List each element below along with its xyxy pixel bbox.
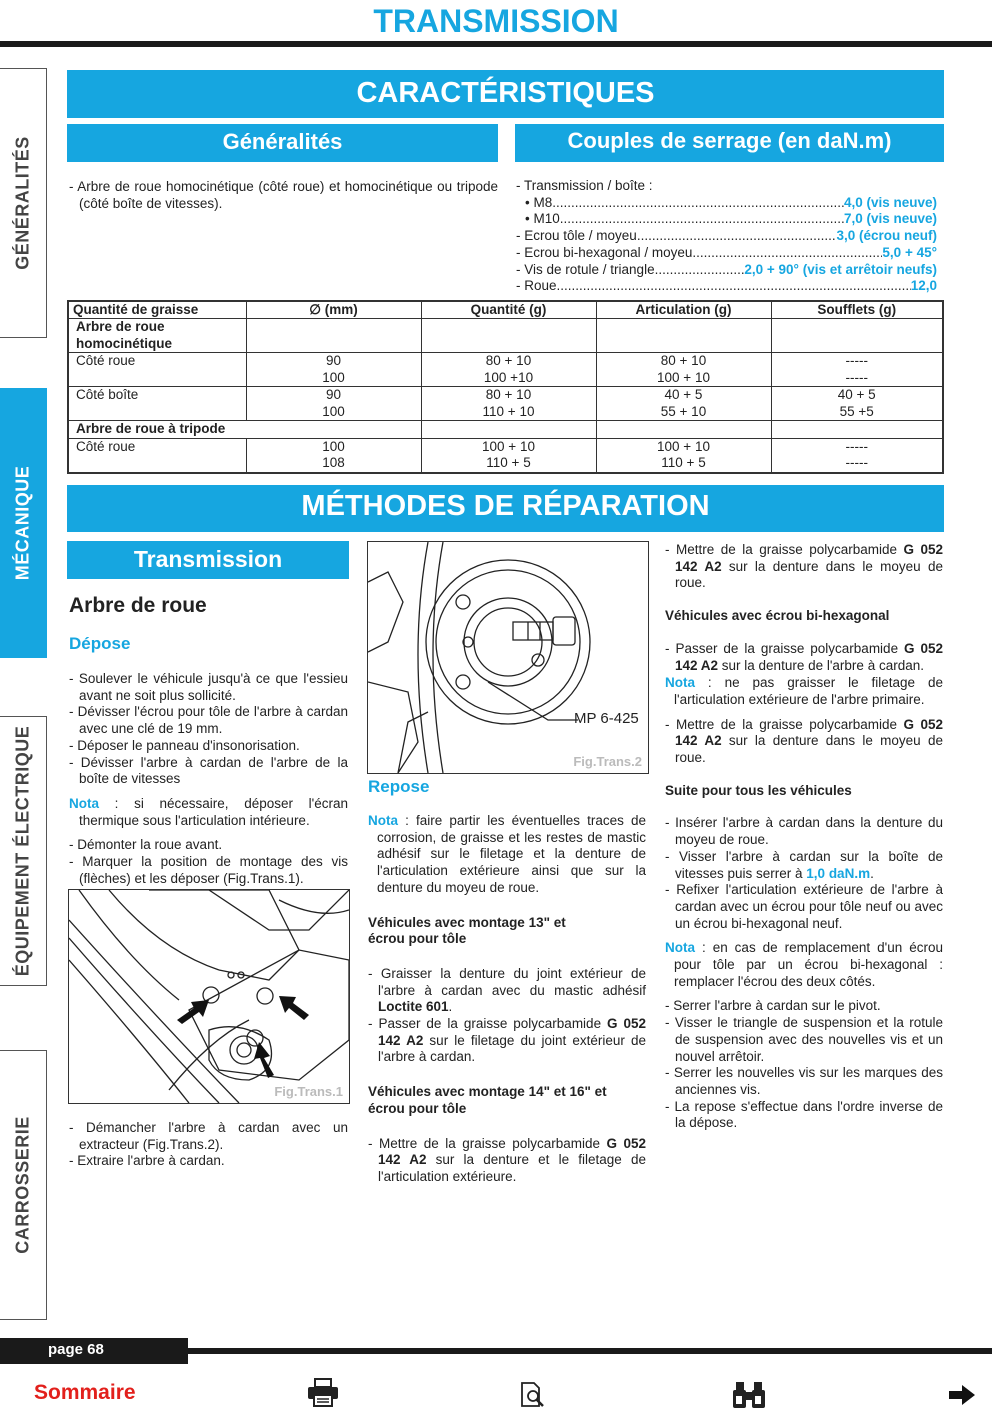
wheel-hub-illustration [69, 890, 349, 1103]
list-item: - Mettre de la graisse polycarbamide G 052 142 A2 sur la denture dans le moyeu de roue. [665, 542, 943, 591]
tab-generalites[interactable] [0, 68, 47, 338]
list-item: - Graisser la denture du joint extérieur de l'arbre à cardan avec du mastic adhésif Loctite 601. [368, 965, 646, 1015]
page-number: page 68 [48, 1341, 104, 1358]
table-section-row: Arbre de roue homocinétique [68, 319, 943, 353]
table-header: Quantité (g) [421, 301, 596, 319]
table-header: Quantité de graisse [68, 301, 246, 319]
list-item: - Passer de la graisse polycarbamide G 052 142 A2 sur le filetage du joint extérieur de l'arbre à cardan. [368, 1016, 647, 1065]
torque-row: - Transmission / boîte : [516, 178, 653, 193]
nota: Nota : en cas de remplacement d'un écrou pour tôle par un écrou bi-hexagonal : remplacer l'écrou des deux côtés. [665, 940, 943, 989]
tab-equipement-electrique[interactable] [0, 716, 47, 986]
tab-label: CARROSSERIE [12, 1116, 33, 1254]
tab-carrosserie[interactable] [0, 1050, 47, 1320]
list-item: - Démonter la roue avant. [69, 837, 223, 853]
list-item: - Mettre de la graisse polycarbamide G 052 142 A2 sur la denture et le filetage de l'articulation extérieure. [368, 1135, 646, 1184]
subsection-couples: Couples de serrage (en daN.m) [515, 124, 944, 162]
depose-steps-end [69, 1120, 348, 1170]
list-item: - Serrer les nouvelles vis sur les marques des anciennes vis. [665, 1065, 943, 1097]
list-item: - Démancher l'arbre à cardan avec un extracteur (Fig.Trans.2). [69, 1120, 348, 1152]
header-rule [0, 41, 992, 47]
torque-row: - Vis de rotule / triangle ..... 2,0 + 90° (vis et arrêtoir neufs) [516, 262, 937, 279]
section-banner-methodes: MÉTHODES DE RÉPARATION [67, 485, 944, 532]
list-item: - Dévisser l'écrou pour tôle de l'arbre à cardan avec une clé de 19 mm. [69, 704, 348, 737]
torque-row: - Ecrou tôle / moyeu ..... 3,0 (écrou neuf) [516, 228, 937, 245]
torque-row: • M10 ..... 7,0 (vis neuve) [516, 211, 937, 228]
col3 [665, 542, 943, 1132]
torque-list [516, 178, 937, 295]
arrow-marker [177, 1000, 209, 1024]
figure-caption: Fig.Trans.2 [573, 754, 642, 769]
list-item: - Refixer l'articulation extérieure de l'arbre à cardan avec un écrou pour tôle neuf ou avec un écrou bi-hexagonal neuf. [665, 882, 943, 931]
list-item: - Dévisser l'arbre à cardan de l'arbre de la boîte de vitesses [69, 754, 348, 787]
table-row: Côté boîte 90 100 80 + 10 110 + 10 40 + 5 55 + 10 40 + 5 55 +5 [68, 387, 943, 421]
figure-caption: Fig.Trans.1 [274, 1084, 343, 1099]
nota: Nota : faire partir les éventuelles traces de corrosion, de graisse et les restes de mastic adhésif sur le filetage et la denture de l'articulation extérieure ainsi que sur la denture du moyeu de roue. [368, 813, 646, 895]
heading-repose: Repose [368, 777, 430, 796]
tab-label: ÉQUIPEMENT ÉLECTRIQUE [12, 725, 33, 977]
footer-rule [188, 1348, 992, 1354]
list-item: - Visser l'arbre à cardan sur la boîte de vitesses puis serrer à 1,0 daN.m. [665, 848, 943, 881]
torque-row: - Ecrou bi-hexagonal / moyeu ..... 5,0 + 45° [516, 245, 937, 262]
list-item: - Insérer l'arbre à cardan dans la denture du moyeu de roue. [665, 815, 943, 848]
torque-row: • M8 ..... 4,0 (vis neuve) [516, 195, 937, 212]
repose-column [368, 813, 646, 1186]
list-item: - Extraire l'arbre à cardan. [69, 1153, 225, 1169]
figure-trans-1 [68, 889, 350, 1104]
subheading-veh14: Véhicules avec montage 14" et 16" et écrou pour tôle [368, 1084, 607, 1116]
heading-depose: Dépose [69, 634, 131, 653]
heading-arbre-de-roue: Arbre de roue [69, 594, 207, 617]
printer-icon[interactable] [306, 1378, 340, 1408]
binoculars-icon[interactable] [730, 1380, 768, 1410]
figure-trans-2 [367, 541, 649, 774]
subsection-generalites: Généralités [67, 124, 498, 162]
tab-label: GÉNÉRALITÉS [12, 136, 33, 270]
section-banner-caracteristiques: CARACTÉRISTIQUES [67, 70, 944, 118]
sommaire-link[interactable]: Sommaire [34, 1381, 136, 1404]
list-item: - Déposer le panneau d'insonorisation. [69, 737, 300, 753]
tab-label: MÉCANIQUE [12, 465, 33, 581]
list-item: - La repose s'effectue dans l'ordre inverse de la dépose. [665, 1098, 943, 1131]
list-item: - Marquer la position de montage des vis (flèches) et les déposer (Fig.Trans.1). [69, 854, 348, 886]
grease-table [67, 300, 944, 474]
list-item: - Passer de la graisse polycarbamide G 052 142 A2 sur la denture de l'arbre à cardan. [665, 640, 944, 673]
generalites-text: - Arbre de roue homocinétique (côté roue) et homocinétique ou tripode (côté boîte de vitesses). [69, 179, 498, 211]
table-row: Côté roue 90 100 80 + 10 100 +10 80 + 10 100 + 10 ----- ----- [68, 353, 943, 387]
table-header: ∅ (mm) [246, 301, 421, 319]
table-header: Soufflets (g) [771, 301, 943, 319]
subsection-transmission: Transmission [67, 541, 349, 579]
table-header: Articulation (g) [596, 301, 771, 319]
table-row: Côté roue 100 108 100 + 10 110 + 5 100 + 10 110 + 5 ----- ----- [68, 438, 943, 473]
subheading-suite: Suite pour tous les véhicules [665, 782, 852, 798]
table-header-row [68, 301, 943, 319]
list-item: - Soulever le véhicule jusqu'à ce que l'essieu avant ne soit plus sollicité. [69, 671, 348, 703]
subheading-bihex: Véhicules avec écrou bi-hexagonal [665, 608, 890, 624]
extractor-illustration [368, 542, 648, 773]
subheading-veh13: Véhicules avec montage 13" et écrou pour tôle [368, 914, 566, 947]
arrow-marker [279, 996, 309, 1020]
list-item: - Serrer l'arbre à cardan sur le pivot. [665, 998, 881, 1014]
search-document-icon[interactable] [520, 1381, 546, 1409]
list-item: - Mettre de la graisse polycarbamide G 052 142 A2 sur la denture dans le moyeu de roue. [665, 716, 943, 766]
table-section-row: Arbre de roue à tripode [68, 421, 943, 439]
nota: Nota : ne pas graisser le filetage de l'articulation extérieure de l'arbre primaire. [665, 675, 943, 707]
tool-label: MP 6-425 [574, 710, 639, 727]
tab-mecanique[interactable] [0, 388, 47, 658]
torque-row: - Roue ..... 12,0 [516, 278, 937, 295]
nota: Nota : si nécessaire, déposer l'écran thermique sous l'articulation intérieure. [69, 795, 348, 828]
page-title: TRANSMISSION [373, 3, 619, 39]
arrow-right-icon[interactable] [947, 1384, 977, 1406]
depose-steps [69, 671, 348, 887]
list-item: - Visser le triangle de suspension et la rotule de suspension avec des nouvelles vis et un nouvel arrêtoir. [665, 1015, 943, 1064]
